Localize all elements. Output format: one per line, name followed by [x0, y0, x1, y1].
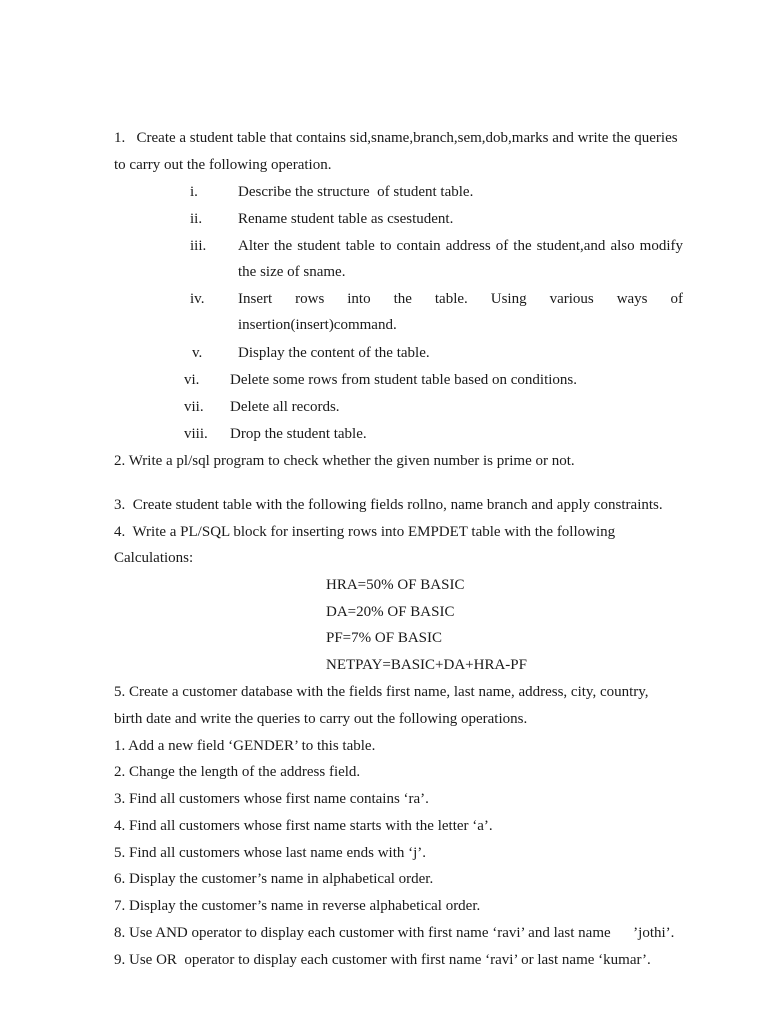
q1-item-number: v.: [192, 345, 203, 361]
q1-item-number: vii.: [184, 399, 204, 415]
q5-line-2: birth date and write the queries to carry out the following operations.: [114, 711, 528, 727]
q1-item-continuation: the size of sname.: [238, 264, 346, 280]
q1-item-number: i.: [190, 184, 198, 200]
q4-formula: PF=7% OF BASIC: [326, 630, 442, 646]
q1-item-number: iv.: [190, 291, 205, 307]
q1-item-text: Insert rows into the table. Using various ways of: [238, 291, 683, 307]
q5-item: 1. Add a new field ‘GENDER’ to this table.: [114, 738, 376, 754]
q5-item: 8. Use AND operator to display each customer with first name ‘ravi’ and last name ’jothi’.: [114, 925, 675, 941]
q1-item-number: ii.: [190, 211, 203, 227]
q5-item: 7. Display the customer’s name in reverse alphabetical order.: [114, 898, 481, 914]
q4-formula: HRA=50% OF BASIC: [326, 577, 465, 593]
q1-item-number: vi.: [184, 372, 200, 388]
q1-item-text: Display the content of the table.: [238, 345, 430, 361]
q3-text: 3. Create student table with the following fields rollno, name branch and apply constraints.: [114, 497, 663, 513]
q4-formula: DA=20% OF BASIC: [326, 604, 455, 620]
q5-item: 3. Find all customers whose first name contains ‘ra’.: [114, 791, 429, 807]
q1-item-text: Alter the student table to contain address of the student,and also modify: [238, 238, 683, 254]
q5-item: 4. Find all customers whose first name starts with the letter ‘a’.: [114, 818, 493, 834]
q4-formula: NETPAY=BASIC+DA+HRA-PF: [326, 657, 527, 673]
q1-line-1: 1. Create a student table that contains sid,sname,branch,sem,dob,marks and write the queries: [114, 130, 678, 146]
q1-item-number: iii.: [190, 238, 207, 254]
q2-text: 2. Write a pl/sql program to check whether the given number is prime or not.: [114, 453, 575, 469]
q1-item-number: viii.: [184, 426, 208, 442]
q5-line-1: 5. Create a customer database with the fields first name, last name, address, city, country,: [114, 684, 649, 700]
q5-item: 5. Find all customers whose last name ends with ‘j’.: [114, 845, 427, 861]
q4-line-1: 4. Write a PL/SQL block for inserting rows into EMPDET table with the following: [114, 524, 616, 540]
q1-item-text: Delete all records.: [230, 399, 340, 415]
q1-item-continuation: insertion(insert)command.: [238, 317, 397, 333]
q4-line-2: Calculations:: [114, 550, 194, 566]
q5-item: 6. Display the customer’s name in alphabetical order.: [114, 871, 434, 887]
q5-item: 9. Use OR operator to display each customer with first name ‘ravi’ or last name ‘kumar’.: [114, 952, 651, 968]
q1-item-text: Rename student table as csestudent.: [238, 211, 454, 227]
q1-item-text: Describe the structure of student table.: [238, 184, 474, 200]
q1-item-text: Delete some rows from student table based on conditions.: [230, 372, 578, 388]
q1-item-text: Drop the student table.: [230, 426, 367, 442]
q1-line-2: to carry out the following operation.: [114, 157, 332, 173]
q5-item: 2. Change the length of the address field.: [114, 764, 361, 780]
